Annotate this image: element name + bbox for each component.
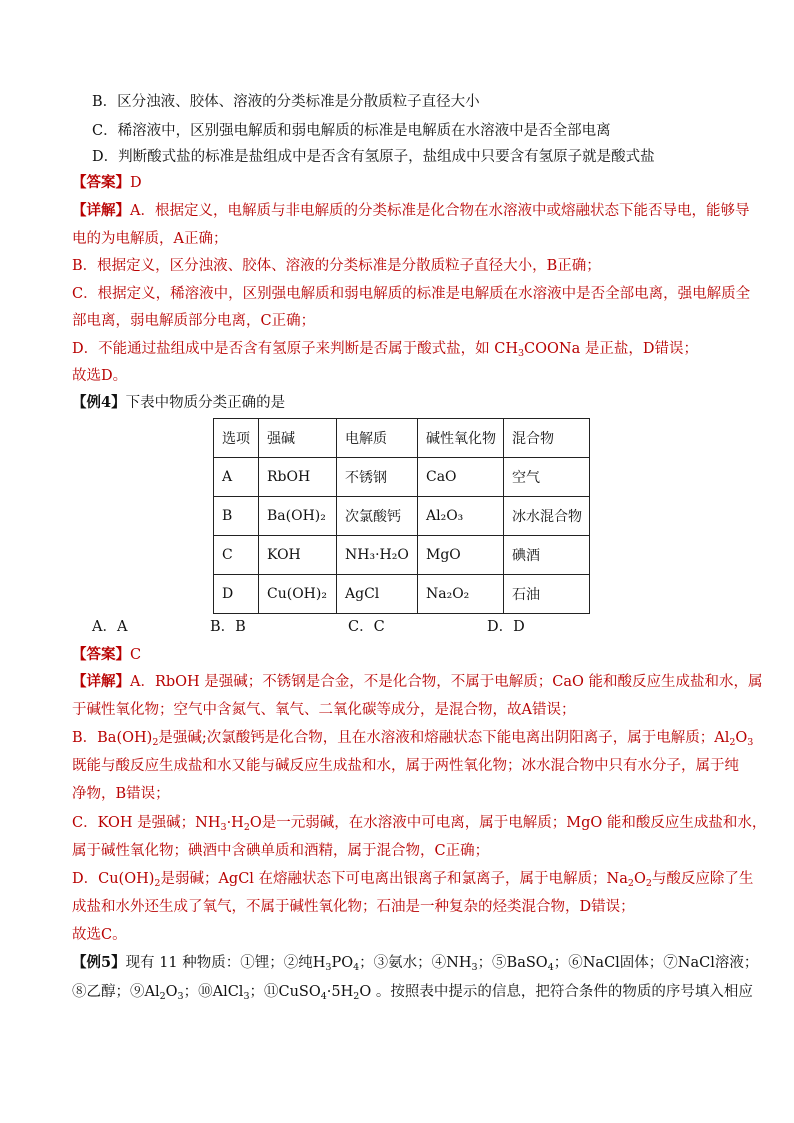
table-cell: NH₃·H₂O <box>337 536 418 575</box>
q4-detail-line-2: 于碱性氧化物；空气中含氮气、氧气、二氧化碳等成分，是混合物，故A错误； <box>72 702 576 718</box>
answer-tag: 【答案】 <box>72 174 130 191</box>
table-cell: Cu(OH)₂ <box>259 575 337 614</box>
q4-detail-line-4: 既能与酸反应生成盐和水又能与碱反应生成盐和水，属于两性氧化物；冰水混合物中只有水分子，属于纯 <box>72 758 739 774</box>
q4-answer <box>72 645 141 665</box>
q3-detail-line-3: B．根据定义，区分浊液、胶体、溶液的分类标准是分散质粒子直径大小，B正确； <box>72 258 601 274</box>
q4-detail-line-6: C．KOH 是强碱；$NH_3\cdot H_2O$是一元弱碱，在水溶液中可电离，属于电解质；MgO 能和酸反应生成盐和水， <box>72 815 767 833</box>
q4-detail-line-1: 【详解】A．RbOH 是强碱；不锈钢是合金，不是化合物，不属于电解质；CaO 能和酸反应生成盐和水，属 <box>72 673 763 690</box>
example-tag: 【例5】 <box>72 954 126 971</box>
q3-detail-line-4: C．根据定义，稀溶液中，区别强电解质和弱电解质的标准是电解质在水溶液中是否全部电离，强电解质全 <box>72 286 751 302</box>
table-cell: Ba(OH)₂ <box>259 497 337 536</box>
q4-detail-line-7: 属于碱性氧化物；碘酒中含碘单质和酒精，属于混合物，C正确； <box>72 843 490 859</box>
q4-detail-line-10: 故选C。 <box>72 927 127 943</box>
table-cell: D <box>214 575 259 614</box>
table-header-cell: 选项 <box>214 419 259 458</box>
q4-detail-line-5: 净物，B错误； <box>72 786 170 802</box>
q4-detail-line-8: D．$Cu(OH)_2$是弱碱；AgCl 在熔融状态下可电离出银离子和氯离子，属于电解质；$Na_2O_2$与酸反应除了生 <box>72 871 754 889</box>
table-cell: 次氯酸钙 <box>337 497 418 536</box>
q3-detail-line-6: D．不能通过盐组成中是否含有氢原子来判断是否属于酸式盐，如 $CH_3COONa$ 是正盐，D错误； <box>72 341 698 359</box>
answer-tag: 【答案】 <box>72 646 130 663</box>
answer-value: C <box>130 647 142 663</box>
table-cell: C <box>214 536 259 575</box>
table-cell: Al₂O₃ <box>418 497 504 536</box>
detail-tag: 【详解】 <box>72 202 130 219</box>
table-header-cell: 电解质 <box>337 419 418 458</box>
q3-detail-line-1: 【详解】A．根据定义，电解质与非电解质的分类标准是化合物在水溶液中或熔融状态下能否导电，能够导 <box>72 202 750 219</box>
table-cell: 冰水混合物 <box>504 497 590 536</box>
table-cell: 空气 <box>504 458 590 497</box>
table-cell: Na₂O₂ <box>418 575 504 614</box>
table-cell: A <box>214 458 259 497</box>
table-row <box>214 575 590 614</box>
choice-c: C．C <box>348 619 385 635</box>
table-cell: B <box>214 497 259 536</box>
choice-b: B．B <box>210 619 246 635</box>
choice-a: A．A <box>92 619 128 635</box>
table-header-cell: 碱性氧化物 <box>418 419 504 458</box>
q5-line-1: 【例5】现有 11 种物质：①锂；②纯$H_3PO_4$；③氨水；$④NH_3$；⑤BaSO$_4$；⑥NaCl固体；⑦NaCl溶液； <box>72 954 759 973</box>
q4-detail-line-3: B．$Ba(OH)_2$是强碱;次氯酸钙是化合物，且在水溶液和熔融状态下能电离出阴阳离子，属于电解质；$Al_2O_3$ <box>72 730 754 748</box>
table-cell: CaO <box>418 458 504 497</box>
q5-line-2: ⑧乙醇；$⑨Al_2O_3$；⑩AlCl$_3$；$⑪CuSO_4\cdot 5H_2O$ 。按照表中提示的信息，把符合条件的物质的序号填入相应 <box>72 984 753 1002</box>
choice-d: D．D <box>487 619 525 635</box>
table-cell: AgCl <box>337 575 418 614</box>
q3-option-c: C．稀溶液中，区别强电解质和弱电解质的标准是电解质在水溶液中是否全部电离 <box>92 123 611 139</box>
table-row <box>214 536 590 575</box>
table-cell: 石油 <box>504 575 590 614</box>
table-cell: KOH <box>259 536 337 575</box>
q3-detail-line-2: 电的为电解质，A正确； <box>72 231 228 247</box>
table-cell: 不锈钢 <box>337 458 418 497</box>
table-header-cell: 混合物 <box>504 419 590 458</box>
table-cell: MgO <box>418 536 504 575</box>
table-header-cell: 强碱 <box>259 419 337 458</box>
table-row <box>214 497 590 536</box>
q3-detail-line-7: 故选D。 <box>72 368 128 384</box>
example-tag: 【例4】 <box>72 394 126 411</box>
q4-detail-line-9: 成盐和水外还生成了氧气，不属于碱性氧化物；石油是一种复杂的烃类混合物，D错误； <box>72 899 635 915</box>
q4-stem: 【例4】下表中物质分类正确的是 <box>72 394 286 411</box>
q3-detail-line-5: 部电离，弱电解质部分电离，C正确； <box>72 313 316 329</box>
classification-table <box>213 418 590 614</box>
table-cell: RbOH <box>259 458 337 497</box>
detail-tag: 【详解】 <box>72 673 130 690</box>
q3-option-b: B．区分浊液、胶体、溶液的分类标准是分散质粒子直径大小 <box>92 94 480 110</box>
answer-value: D <box>130 175 142 191</box>
q3-answer <box>72 173 142 193</box>
table-cell: 碘酒 <box>504 536 590 575</box>
table-row <box>214 458 590 497</box>
q3-option-d: D．判断酸式盐的标准是盐组成中是否含有氢原子，盐组成中只要含有氢原子就是酸式盐 <box>92 149 655 165</box>
table-header-row <box>214 419 590 458</box>
